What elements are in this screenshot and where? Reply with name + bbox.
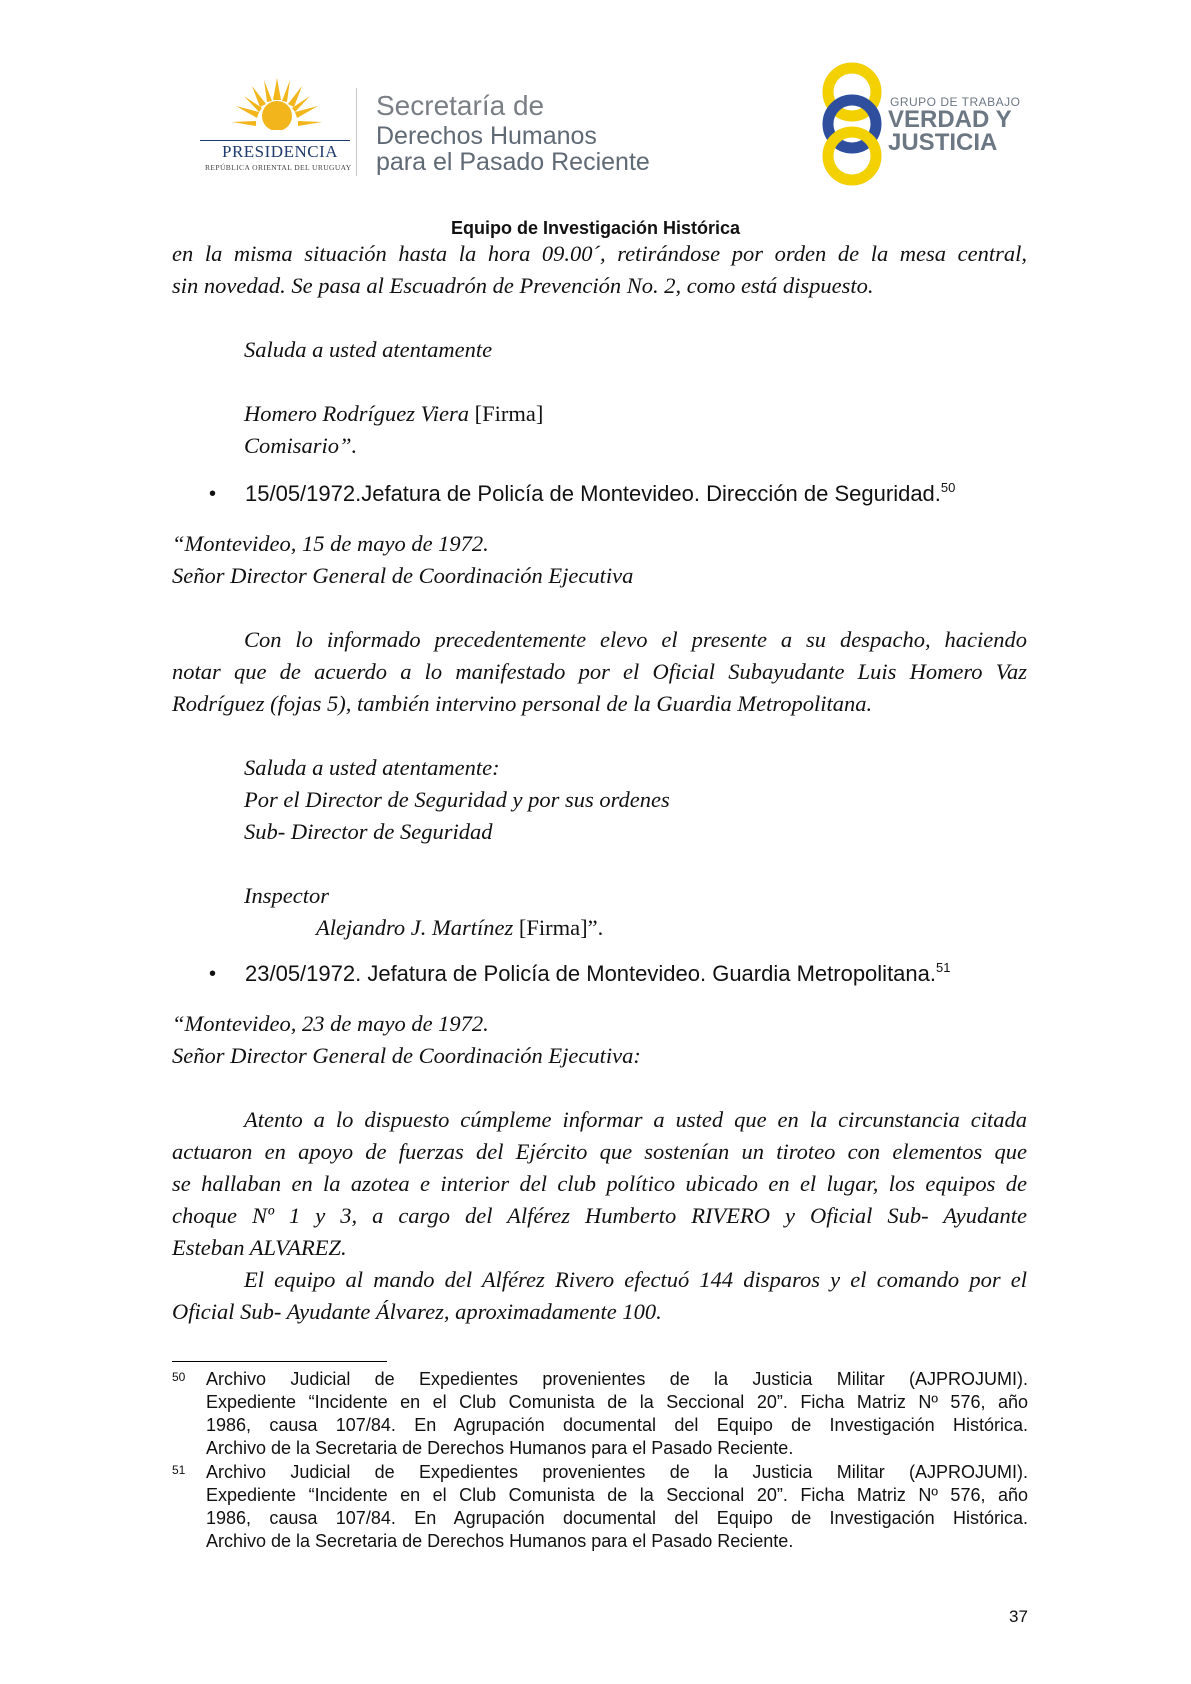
page-header (0, 0, 1191, 238)
bullet-heading (245, 481, 955, 507)
letter-date: “Montevideo, 15 de mayo de 1972. (172, 531, 489, 556)
footnote-line: 1986, causa 107/84. En Agrupación documental del Equipo de Investigación Histórica. (206, 1415, 1028, 1435)
bullet-icon: • (209, 483, 217, 505)
verdad-justicia-rings-icon (812, 62, 892, 186)
bullet-heading-text: 15/05/1972.Jefatura de Policía de Montevideo. Dirección de Seguridad. (245, 481, 941, 506)
presidencia-sun-logo-icon (232, 78, 322, 146)
closing-salutation: Saluda a usted atentamente (244, 337, 493, 362)
presidencia-label: PRESIDENCIA (222, 142, 339, 161)
secretaria-title-line1: Secretaría de (376, 90, 545, 121)
signatory-rank: Inspector (244, 883, 329, 908)
footnote-line: 1986, causa 107/84. En Agrupación documental del Equipo de Investigación Histórica. (206, 1508, 1028, 1528)
team-title: Equipo de Investigación Histórica (450, 218, 741, 238)
footnote-separator (172, 1361, 387, 1362)
footnote-line: Expediente “Incidente en el Club Comunista de la Seccional 20”. Ficha Matriz Nº 576, año (206, 1485, 1028, 1505)
paragraph-line: Con lo informado precedentemente elevo el presente a su despacho, haciendo (244, 627, 1027, 652)
paragraph-line: Oficial Sub- Ayudante Álvarez, aproximadamente 100. (172, 1299, 662, 1324)
bullet-icon: • (209, 963, 217, 985)
footnote-number: 51 (172, 1463, 186, 1477)
footnote-line: Archivo de la Secretaria de Derechos Humanos para el Pasado Reciente. (206, 1531, 794, 1551)
header-divider (356, 88, 357, 176)
paragraph-line: se hallaban en la azotea e interior del club político ubicado en el lugar, los equipos de (172, 1171, 1027, 1196)
justicia-label: JUSTICIA (888, 129, 998, 156)
signature-line (244, 398, 543, 430)
signatory-name: Homero Rodríguez Viera (244, 401, 469, 426)
signature-line (316, 912, 603, 944)
signature-mark: [Firma]”. (513, 915, 604, 940)
paragraph-line: Esteban ALVAREZ. (172, 1235, 347, 1260)
footnote-line: Archivo de la Secretaria de Derechos Humanos para el Pasado Reciente. (206, 1438, 794, 1458)
footnote-ref: 50 (940, 480, 956, 495)
footnote-line: Expediente “Incidente en el Club Comunista de la Seccional 20”. Ficha Matriz Nº 576, año (206, 1392, 1028, 1412)
letter-date: “Montevideo, 23 de mayo de 1972. (172, 1011, 489, 1036)
bullet-heading (245, 961, 950, 987)
signature-mark: [Firma] (468, 401, 544, 426)
presidencia-sublabel: REPÚBLICA ORIENTAL DEL URUGUAY (205, 163, 352, 172)
presidencia-underline (200, 140, 350, 141)
paragraph-line: en la misma situación hasta la hora 09.00´, retirándose por orden de la mesa central, (172, 241, 1027, 266)
verdad-y-label: VERDAD Y (888, 106, 1012, 133)
paragraph-line: actuaron en apoyo de fuerzas del Ejército que sostenían un tiroteo con elementos que (172, 1139, 1027, 1164)
paragraph-line: Rodríguez (fojas 5), también intervino personal de la Guardia Metropolitana. (172, 691, 873, 716)
bullet-heading-text: 23/05/1972. Jefatura de Policía de Montevideo. Guardia Metropolitana. (245, 961, 937, 986)
signatory-name: Alejandro J. Martínez (316, 915, 514, 940)
secretaria-title-line2: Derechos Humanos (376, 122, 597, 150)
paragraph-line: sin novedad. Se pasa al Escuadrón de Prevención No. 2, como está dispuesto. (172, 273, 874, 298)
footnote-line: Archivo Judicial de Expedientes provenientes de la Justicia Militar (AJPROJUMI). (206, 1369, 1028, 1389)
footnote-number: 50 (172, 1370, 186, 1384)
secretaria-title-line3: para el Pasado Reciente (376, 148, 650, 176)
signature-authority: Por el Director de Seguridad y por sus ordenes (244, 787, 670, 812)
letter-recipient: Señor Director General de Coordinación Ejecutiva: (172, 1043, 641, 1068)
footnote-ref: 51 (936, 960, 951, 975)
closing-salutation: Saluda a usted atentamente: (244, 755, 500, 780)
paragraph-line: notar que de acuerdo a lo manifestado por el Oficial Subayudante Luis Homero Vaz (172, 659, 1027, 684)
footnote-line: Archivo Judicial de Expedientes provenientes de la Justicia Militar (AJPROJUMI). (206, 1462, 1028, 1482)
paragraph-line: Atento a lo dispuesto cúmpleme informar a usted que en la circunstancia citada (244, 1107, 1027, 1132)
signatory-rank: Comisario”. (244, 433, 358, 458)
signature-authority: Sub- Director de Seguridad (244, 819, 493, 844)
paragraph-line: El equipo al mando del Alférez Rivero efectuó 144 disparos y el comando por el (244, 1267, 1027, 1292)
paragraph-line: choque Nº 1 y 3, a cargo del Alférez Humberto RIVERO y Oficial Sub- Ayudante (172, 1203, 1027, 1228)
letter-recipient: Señor Director General de Coordinación Ejecutiva (172, 563, 634, 588)
page-number: 37 (1009, 1607, 1028, 1626)
grupo-trabajo-label: GRUPO DE TRABAJO (890, 95, 1021, 109)
